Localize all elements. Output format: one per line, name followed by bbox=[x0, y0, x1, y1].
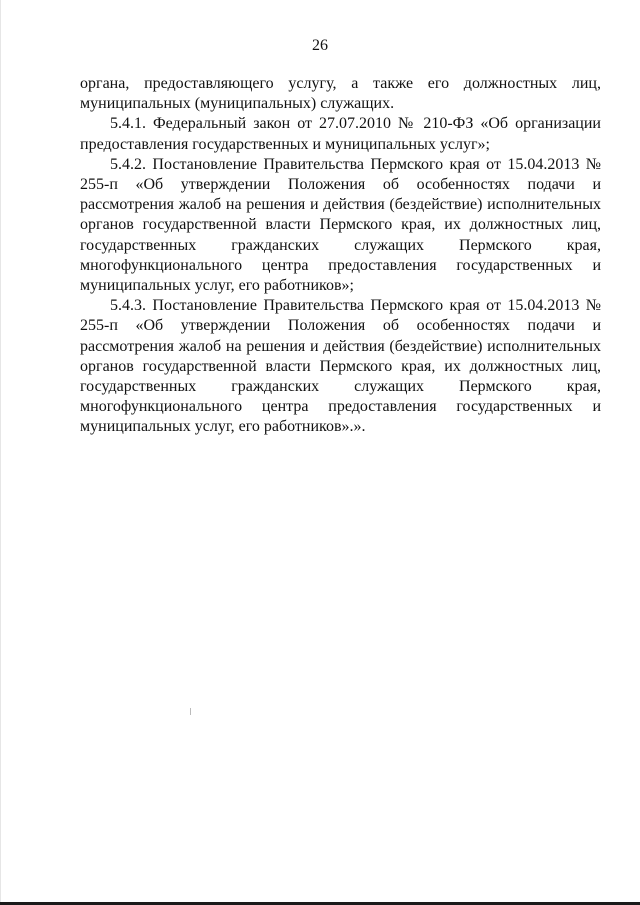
paragraph-continuation: органа, предоставляющего услугу, а также его должностных лиц, муниципальных (муниципальных) служащих. bbox=[80, 75, 601, 113]
scan-speck bbox=[190, 708, 191, 715]
paragraph-5-4-3: 5.4.3. Постановление Правительства Пермского края от 15.04.2013 № 255-п «Об утверждении Положения об особенностях подачи и рассмотрения жалоб на решения и действия (бездействие) исполнительных органов государственной власти Пермского края, их должностных лиц, государственных гражданских служащих Пермского края, многофункционального центра предоставления государственных и муниципальных услуг, его работников».». bbox=[80, 297, 601, 436]
paragraph-5-4-2: 5.4.2. Постановление Правительства Пермского края от 15.04.2013 № 255-п «Об утверждении Положения об особенностях подачи и рассмотрения жалоб на решения и действия (бездействие) исполнительных органов государственной власти Пермского края, их должностных лиц, государственных гражданских служащих Пермского края, многофункционального центра предоставления государственных и муниципальных услуг, его работников»; bbox=[80, 155, 601, 295]
document-body bbox=[80, 74, 601, 438]
scan-left-edge bbox=[0, 0, 1, 905]
paragraph-5-4-1: 5.4.1. Федеральный закон от 27.07.2010 № 210-ФЗ «Об организации предоставления государственных и муниципальных услуг»; bbox=[80, 115, 601, 153]
page-number: 26 bbox=[312, 37, 328, 54]
